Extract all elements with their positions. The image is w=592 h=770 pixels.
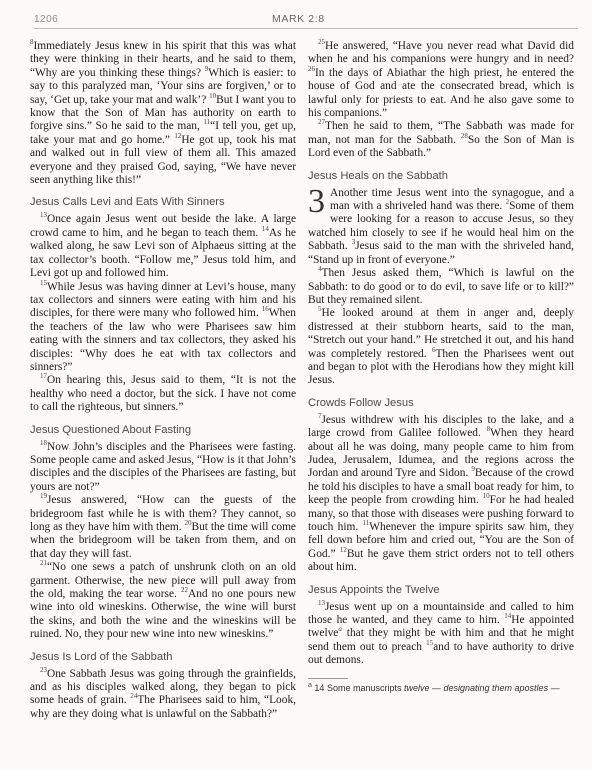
verse-number: 19 xyxy=(40,492,47,501)
verse-number: 9 xyxy=(204,65,209,74)
verse-paragraph xyxy=(30,213,296,280)
verse-paragraph xyxy=(30,40,296,187)
verse-text: In the days of Abiathar the high priest, he entered the house of God and ate the consecrated bread, which is lawful only for priests to eat. And he also gave some to his companions.” xyxy=(308,66,574,120)
verse-paragraph xyxy=(30,374,296,414)
verse-text: As he walked along, he saw Levi son of Alphaeus sitting at the tax collector’s booth. “Follow me,” Jesus told him, and Levi got up and followed him. xyxy=(30,226,296,280)
verse-text: While Jesus was having dinner at Levi’s house, many tax collectors and sinners were eating with him and his disciples, for there were many who followed him. xyxy=(30,280,296,320)
verse-number: 8 xyxy=(30,38,34,47)
verse-number: 23 xyxy=(40,665,47,674)
verse-number: 9 xyxy=(471,465,475,474)
verse-number: 10 xyxy=(482,492,490,501)
verse-number: 10 xyxy=(209,91,217,100)
verse-number: 16 xyxy=(261,305,269,314)
verse-number: 26 xyxy=(308,65,315,74)
verse-text: One Sabbath Jesus was going through the grainfields, and as his disciples walked along, they began to pick some heads of grain. xyxy=(30,667,296,707)
verse-number: 28 xyxy=(460,132,468,141)
verse-paragraph xyxy=(308,411,574,575)
verse-paragraph xyxy=(308,267,574,307)
verse-text: He answered, “Have you never read what David did when he and his companions were hungry and in need? xyxy=(308,40,574,66)
verse-number: 7 xyxy=(318,411,322,420)
verse-text: On hearing this, Jesus said to them, “It is not the healthy who need a doctor, but the sick. I have not come to call the righteous, but sinners.” xyxy=(30,374,296,414)
verse-paragraph xyxy=(308,598,574,668)
verse-text: Immediately Jesus knew in his spirit that this was what they were thinking in their hearts, and he said to them, “Why are you thinking these things? xyxy=(30,40,296,79)
verse-number: 8 xyxy=(486,425,491,434)
verse-number: 13 xyxy=(40,211,47,220)
verse-paragraph xyxy=(30,561,296,641)
verse-number: 21 xyxy=(40,559,47,568)
verse-text: Jesus withdrew with his disciples to the lake, and a large crowd from Galilee followed. xyxy=(308,413,574,440)
verse-number: 6 xyxy=(431,345,436,354)
verse-number: 13 xyxy=(318,598,325,607)
verse-text: Now John’s disciples and the Pharisees were fasting. Some people came and asked Jesus, “How is it that John’s disciples and the disciples of the Pharisees are fasting, but yours are not?” xyxy=(30,440,296,493)
verse-text: For he had healed many, so that those with diseases were pushing forward to touch him. xyxy=(308,494,574,533)
section-heading: Jesus Heals on the Sabbath xyxy=(308,169,448,182)
footnote xyxy=(308,683,574,694)
verse-number: 3 xyxy=(351,238,356,247)
verse-text: He looked around at them in anger and, deeply distressed at their stubborn hearts, said to the man, “Stretch out your hand.” He stretched it out, and his hand was completely restored. xyxy=(308,307,574,360)
verse-text: And no one pours new wine into old wineskins. Otherwise, the wine will burst the skins, and both the wine and the wineskins will be ruined. No, they pour new wine into new wineskins.” xyxy=(30,588,297,641)
verse-number: 5 xyxy=(318,305,322,314)
verse-number: 18 xyxy=(40,438,47,447)
verse-text: Once again Jesus went out beside the lake. A large crowd came to him, and he began to teach them. xyxy=(30,213,296,239)
verse-number: 17 xyxy=(40,372,47,381)
verse-text: He appointed twelve xyxy=(308,614,574,640)
verse-text: But I want you to know that the Son of Man has authority on earth to forgive sins.” So he said to the man, xyxy=(30,93,296,133)
footnote-rule xyxy=(308,678,348,679)
footnote-ref: 14 xyxy=(314,682,325,693)
right-column xyxy=(308,40,574,694)
verse-text: But the time will come when the bridegroom will be taken from them, and on that day they will fast. xyxy=(30,521,296,560)
verse-text: When they heard about all he was doing, many people came to him from Judea, Jerusalem, Idumea, and the regions across the Jordan and around Tyre and Sidon. xyxy=(308,427,574,480)
verse-text: “I tell you, get up, take your mat and go home.” xyxy=(30,120,296,146)
section-heading: Jesus Questioned About Fasting xyxy=(30,423,192,436)
verse-paragraph xyxy=(308,182,575,267)
verse-number: 25 xyxy=(318,38,325,47)
section-heading: Jesus Appoints the Twelve xyxy=(308,583,440,596)
chapter-number: 3 xyxy=(308,182,325,220)
verse-text: Jesus went up on a mountainside and called to him those he wanted, and they came to him. xyxy=(308,600,574,627)
footnote-reference: a xyxy=(338,625,342,634)
verse-number: 27 xyxy=(318,118,325,127)
verse-number: 12 xyxy=(339,546,347,555)
verse-paragraph xyxy=(30,494,296,561)
section-heading: Crowds Follow Jesus xyxy=(308,396,414,409)
footnote-marker: a xyxy=(308,681,312,689)
verse-text: and to have authority to drive out demons. xyxy=(308,640,574,667)
chapter-first-verse: Another time Jesus went into the synagogue, and a man with a shriveled hand was there. xyxy=(330,186,574,213)
verse-number: 14 xyxy=(261,225,269,234)
left-column xyxy=(30,40,296,721)
verse-number: 20 xyxy=(184,519,192,528)
verse-paragraph xyxy=(308,307,574,387)
verse-text: Some of them were looking for a reason to accuse Jesus, so they watched him closely to see if he would heal him on the Sabbath. xyxy=(308,200,575,253)
verse-number: 14 xyxy=(504,612,512,621)
header-rule xyxy=(34,28,578,29)
verse-text: “No one sews a patch of unshrunk cloth on an old garment. Otherwise, the new piece will pull away from the old, making the tear worse. xyxy=(30,561,296,601)
verse-text: Whenever the impure spirits saw him, they fell down before him and cried out, “You are the Son of God.” xyxy=(308,521,574,560)
verse-text: Jesus answered, “How can the guests of the bridegroom fast while he is with them? They cannot, so long as they have him with them. xyxy=(30,494,296,533)
verse-paragraph xyxy=(30,438,296,495)
verse-text: Which is easier: to say to this paralyzed man, ‘Your sins are forgiven,’ or to say, ‘Get up, take your mat and walk’? xyxy=(30,66,296,106)
verse-text: But he gave them strict orders not to tell others about him. xyxy=(308,547,574,574)
verse-text: He got up, took his mat and walked out in full view of them all. This amazed everyone and they praised God, saying, “We have never seen anything like this!” xyxy=(30,133,296,187)
section-heading: Jesus Calls Levi and Eats With Sinners xyxy=(30,196,225,209)
verse-number: 12 xyxy=(174,132,182,141)
verse-paragraph xyxy=(308,120,574,160)
verse-text: Then Jesus asked them, “Which is lawful on the Sabbath: to do good or to do evil, to save life or to kill?” But they remained silent. xyxy=(308,267,574,306)
verse-text: Then he said to them, “The Sabbath was made for man, not man for the Sabbath. xyxy=(308,120,574,146)
verse-number: 22 xyxy=(180,586,188,595)
verse-text: Because of the crowd he told his disciples to have a small boat ready for him, to keep the people from crowding him. xyxy=(308,467,574,507)
section-heading: Jesus Is Lord of the Sabbath xyxy=(30,650,173,663)
verse-number: 2 xyxy=(505,198,510,207)
running-head: MARK 2:8 xyxy=(272,13,325,25)
verse-paragraph xyxy=(308,40,574,120)
page-number: 1206 xyxy=(34,14,59,25)
verse-text: The Pharisees said to him, “Look, why are they doing what is unlawful on the Sabbath?” xyxy=(30,694,296,720)
verse-number: 11 xyxy=(203,118,211,127)
verse-number: 24 xyxy=(130,692,138,701)
page-header xyxy=(0,8,592,28)
verse-number: 11 xyxy=(362,519,370,528)
verse-paragraph xyxy=(30,665,296,722)
chapter-start xyxy=(308,182,575,267)
verse-text: When the teachers of the law who were Pharisees saw him eating with the sinners and tax collectors, they asked his disciples: “Why does he eat with tax collectors and sinners?” xyxy=(30,307,296,373)
footnote-italic: twelve — designating them apostles — xyxy=(403,682,560,693)
verse-text: Jesus said to the man with the shriveled hand, “Stand up in front of everyone.” xyxy=(308,240,574,266)
footnote-text: Some manuscripts xyxy=(326,682,404,693)
verse-text: So the Son of Man is Lord even of the Sabbath.” xyxy=(308,133,575,160)
verse-number: 4 xyxy=(318,265,322,274)
verse-number: 15 xyxy=(426,639,434,648)
verse-number: 15 xyxy=(40,278,47,287)
verse-paragraph xyxy=(30,278,296,375)
verse-text: Then the Pharisees went out and began to plot with the Herodians how they might kill Jesus. xyxy=(308,347,574,387)
verse-text: that they might be with him and that he might send them out to preach xyxy=(308,627,574,653)
